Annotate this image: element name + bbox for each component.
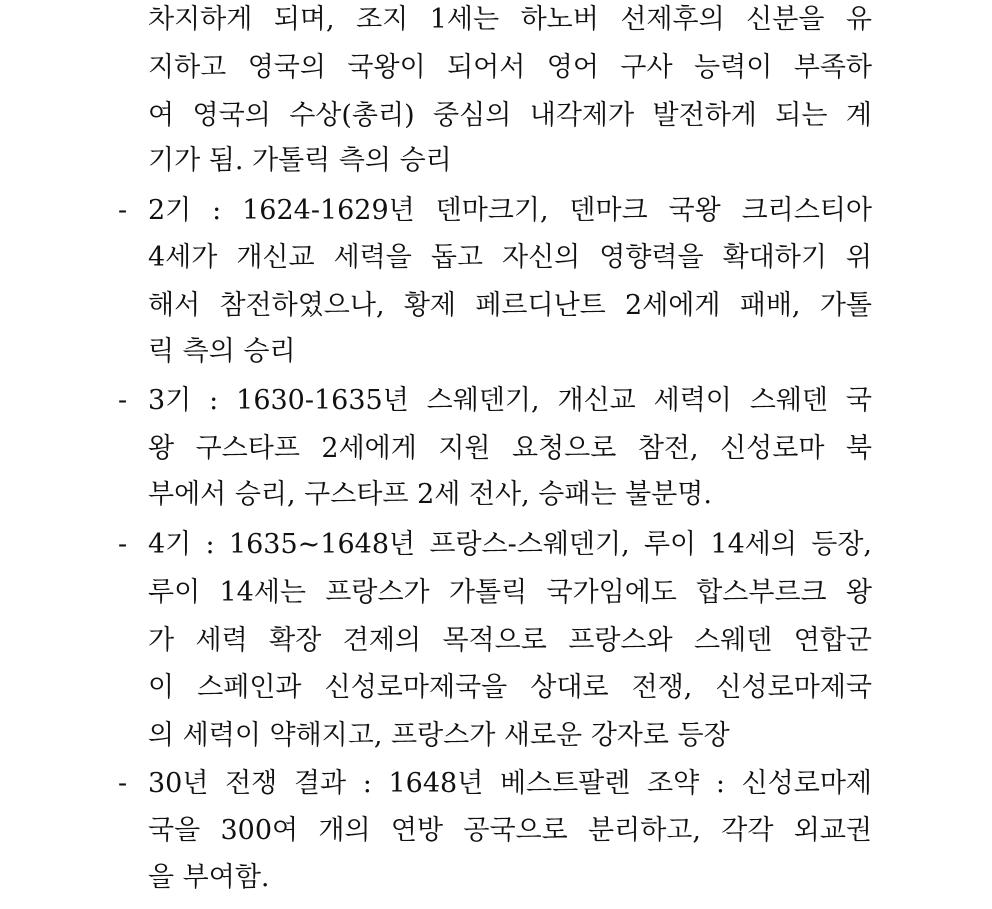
text-line: 4기 : 1635~1648년 프랑스-스웨덴기, 루이 14세의 등장, xyxy=(148,529,872,560)
text-line: 2기 : 1624-1629년 덴마크기, 덴마크 국왕 크리스티아 xyxy=(148,195,872,226)
text-line: 가 세력 확장 견제의 목적으로 프랑스와 스웨덴 연합군 xyxy=(148,625,872,656)
text-line: 부에서 승리, 구스타프 2세 전사, 승패는 불분명. xyxy=(148,479,712,510)
text-line: 이 스페인과 신성로마제국을 상대로 전쟁, 신성로마제국 xyxy=(148,672,872,703)
text-line: 의 세력이 약해지고, 프랑스가 새로운 강자로 등장 xyxy=(148,720,730,751)
text-line: 기가 됨. 가톨릭 측의 승리 xyxy=(148,145,452,176)
text-line: 30년 전쟁 결과 : 1648년 베스트팔렌 조약 : 신성로마제 xyxy=(148,768,872,799)
list-bullet-dash: - xyxy=(118,195,128,226)
text-line: 4세가 개신교 세력을 돕고 자신의 영향력을 확대하기 위 xyxy=(148,242,872,273)
text-line: 여 영국의 수상(총리) 중심의 내각제가 발전하게 되는 계 xyxy=(148,100,872,131)
text-line: 국을 300여 개의 연방 공국으로 분리하고, 각각 외교권 xyxy=(148,815,872,846)
list-bullet-dash: - xyxy=(118,385,128,416)
text-line: 루이 14세는 프랑스가 가톨릭 국가임에도 합스부르크 왕 xyxy=(148,577,872,608)
text-line: 지하고 영국의 국왕이 되어서 영어 구사 능력이 부족하 xyxy=(148,52,872,83)
text-line: 3기 : 1630-1635년 스웨덴기, 개신교 세력이 스웨덴 국 xyxy=(148,385,872,416)
text-line: 차지하게 되며, 조지 1세는 하노버 선제후의 신분을 유 xyxy=(148,4,872,35)
list-bullet-dash: - xyxy=(118,529,128,560)
list-bullet-dash: - xyxy=(118,768,128,799)
text-line: 해서 참전하였으나, 황제 페르디난트 2세에게 패배, 가톨 xyxy=(148,290,872,321)
text-line: 왕 구스타프 2세에게 지원 요청으로 참전, 신성로마 북 xyxy=(148,433,872,464)
text-line: 을 부여함. xyxy=(148,862,270,893)
text-line: 릭 측의 승리 xyxy=(148,336,296,367)
